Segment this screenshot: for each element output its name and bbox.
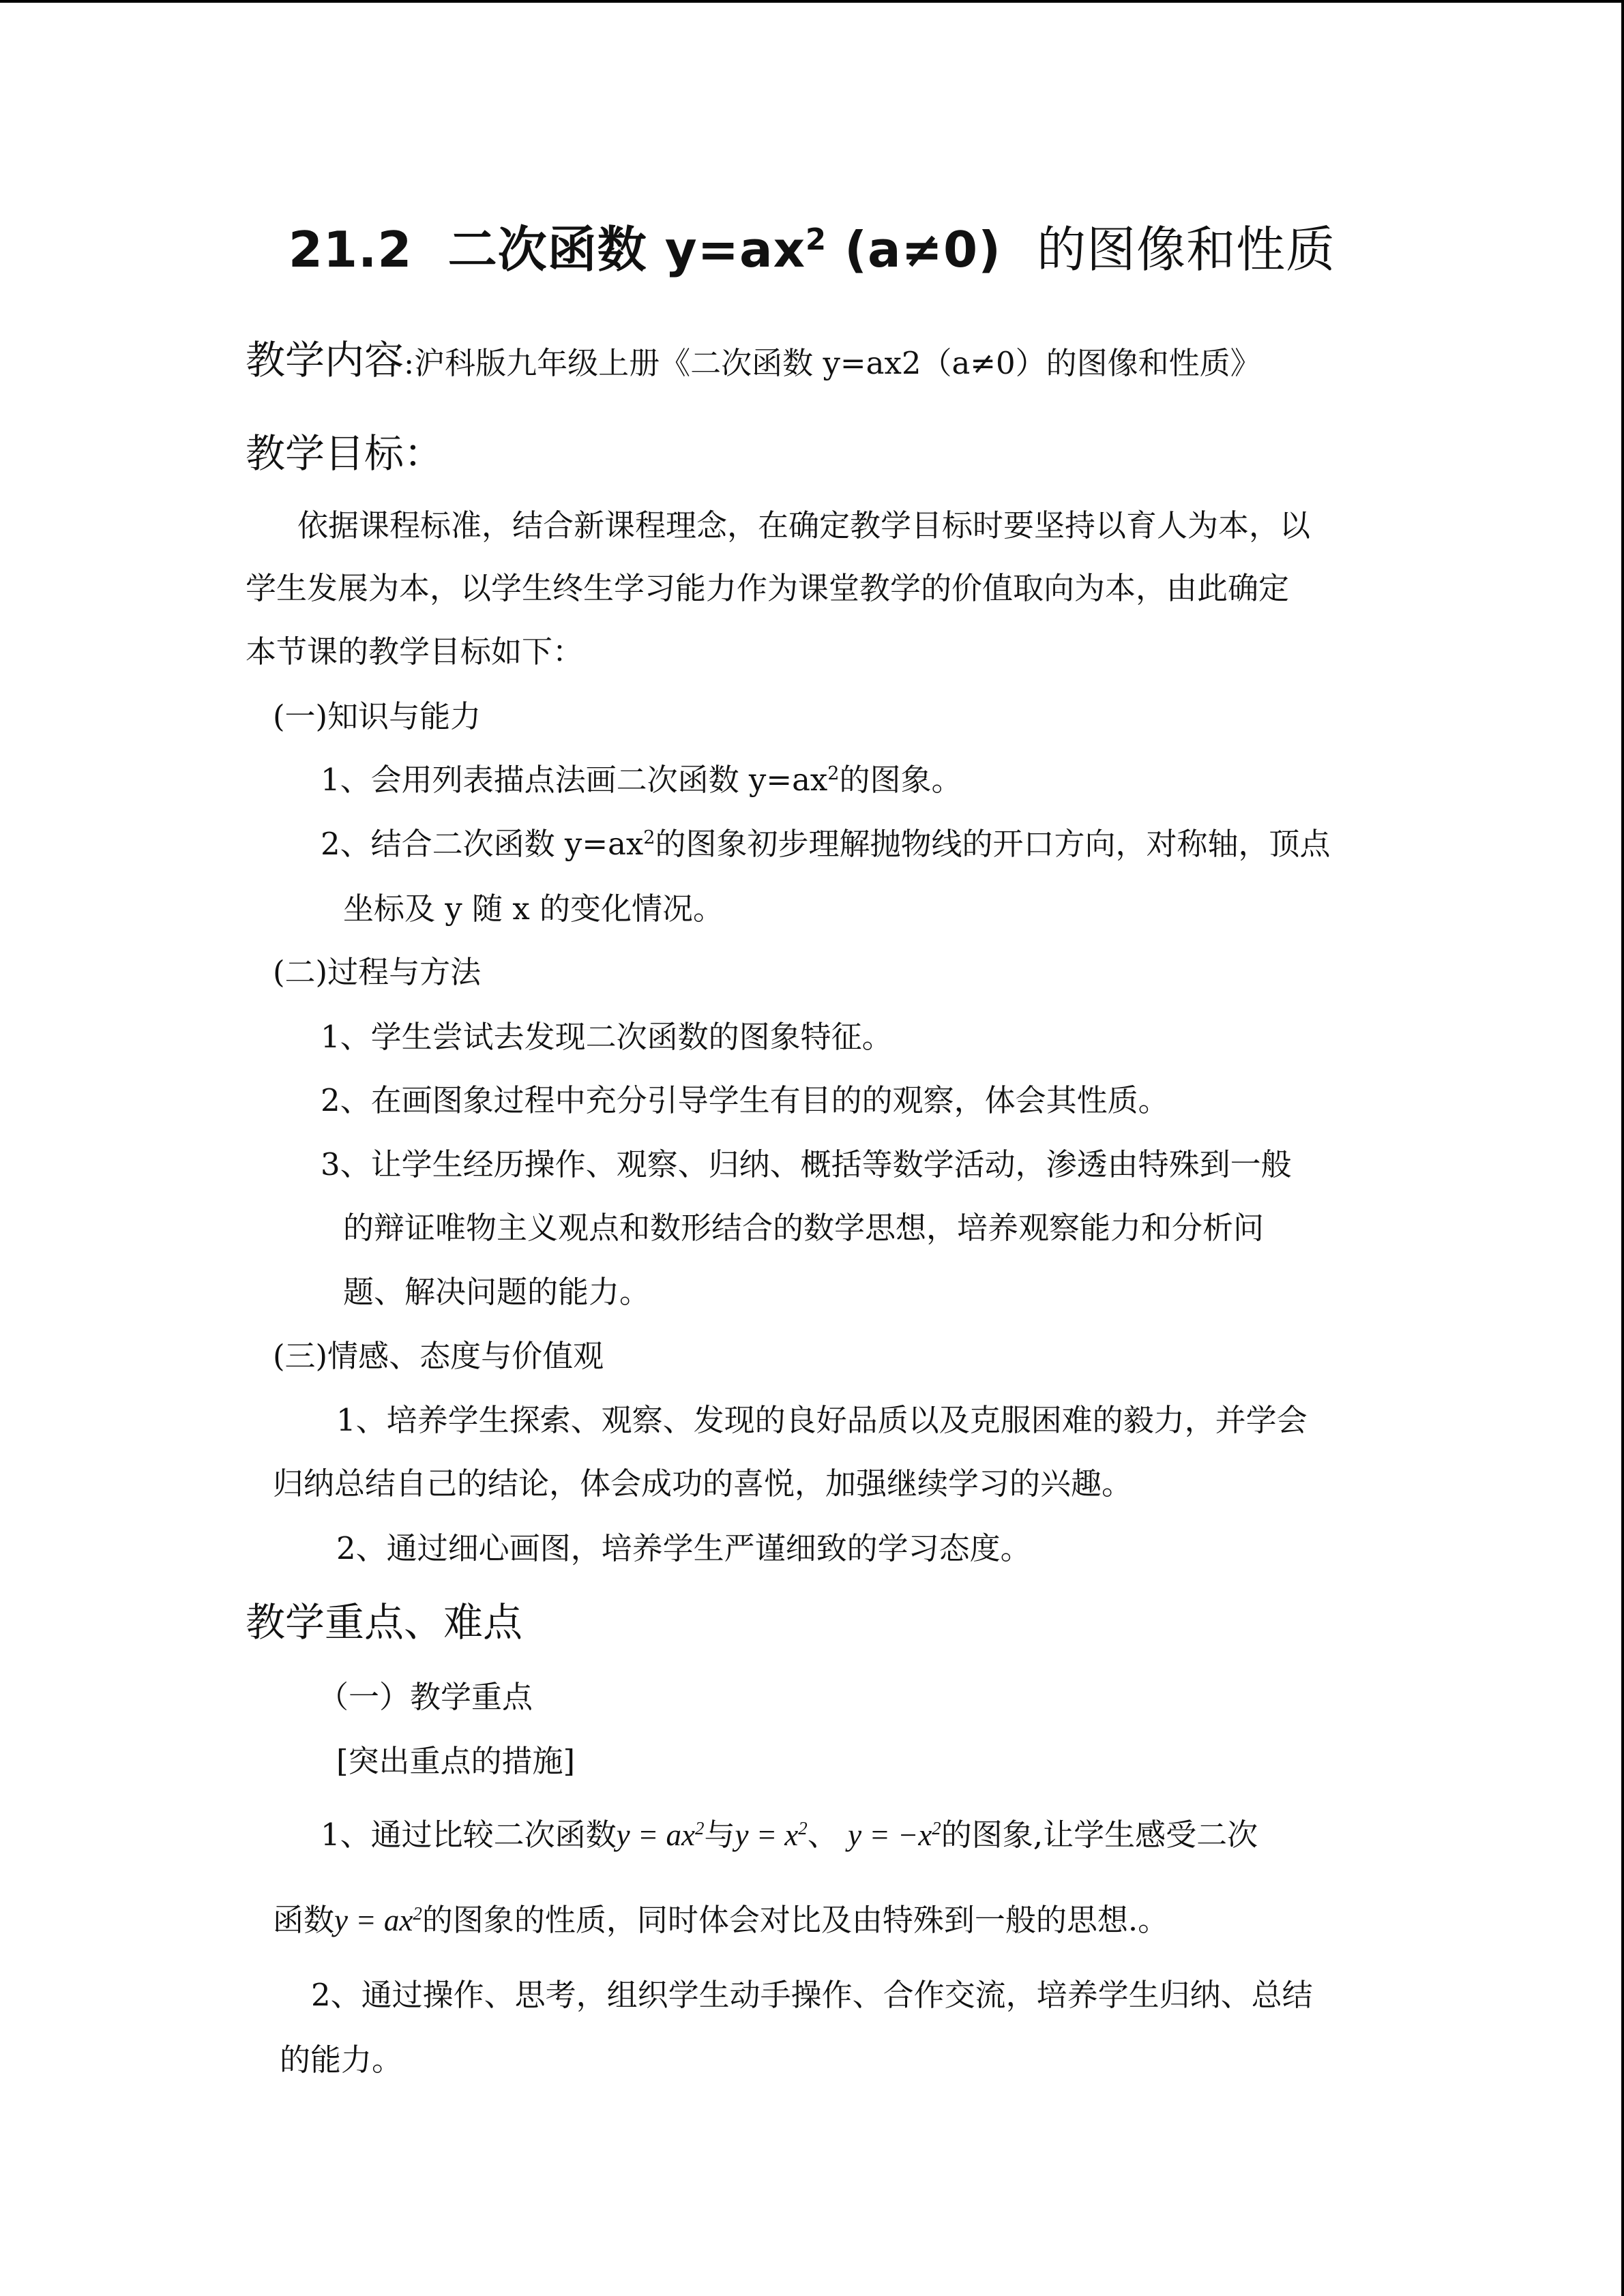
formula-y-x2 <box>735 1818 807 1852</box>
superscript: 2 <box>798 1818 808 1838</box>
formula-y-neg-x2 <box>848 1818 941 1852</box>
title-condition: (a≠0) <box>827 221 1001 278</box>
knowledge-item-1 <box>321 759 962 801</box>
keypoint-text: 1、通过比较二次函数 <box>321 1817 617 1853</box>
superscript: 2 <box>694 1818 705 1838</box>
process-item-1: 1、学生尝试去发现二次函数的图象特征。 <box>321 1019 893 1055</box>
keypoint-paragraph-2-line-1: 2、通过操作、思考，组织学生动手操作、合作交流，培养学生归纳、总结 <box>311 1977 1313 2013</box>
formula-text: y = −x <box>848 1818 932 1852</box>
formula-text: y = ax <box>616 1818 695 1852</box>
process-heading: (二)过程与方法 <box>273 954 482 990</box>
page-border-top <box>0 0 1624 3</box>
keypoint-paragraph-1-continued <box>273 1899 1168 1941</box>
knowledge-item-2-text: 2、结合二次函数 y=ax <box>321 826 644 862</box>
title-superscript: 2 <box>806 223 827 257</box>
title-suffix: 的图像和性质 <box>1037 221 1336 278</box>
measures-label: [突出重点的措施] <box>336 1743 576 1779</box>
process-item-3-line-3: 题、解决问题的能力。 <box>343 1274 651 1310</box>
knowledge-item-2-tail: 的图象初步理解抛物线的开口方向，对称轴，顶点 <box>655 826 1331 862</box>
keypoint-text: 函数 <box>273 1902 335 1938</box>
content-label: 教学内容 <box>246 337 404 383</box>
superscript: 2 <box>413 1903 422 1924</box>
formula-text: y = x <box>735 1818 799 1852</box>
intro-line-3: 本节课的教学目标如下： <box>246 633 584 670</box>
keypoint-paragraph-1 <box>321 1814 1258 1856</box>
superscript: 2 <box>827 763 840 784</box>
superscript: 2 <box>932 1818 941 1838</box>
keypoint-text: 的图象,让学生感受二次 <box>941 1817 1258 1853</box>
objectives-heading: 教学目标： <box>246 430 444 477</box>
keypoint-paragraph-2-line-2: 的能力。 <box>280 2042 403 2078</box>
emotion-heading: (三)情感、态度与价值观 <box>273 1338 604 1374</box>
content-value: :沪科版九年级上册《二次函数 y=ax2（a≠0）的图像和性质》 <box>404 345 1261 381</box>
title-number: 21.2 <box>288 221 413 278</box>
emotion-item-2: 2、通过细心画图，培养学生严谨细致的学习态度。 <box>336 1530 1031 1566</box>
title-main-text: 二次函数 y=ax <box>447 221 806 278</box>
knowledge-item-1-text: 1、会用列表描点法画二次函数 y=ax <box>321 762 828 798</box>
intro-line-2: 学生发展为本，以学生终生学习能力作为课堂教学的价值取向为本，由此确定 <box>246 570 1290 606</box>
keypoint-text: 的图象的性质，同时体会对比及由特殊到一般的思想.。 <box>422 1902 1169 1938</box>
formula-y-ax2 <box>334 1903 422 1937</box>
knowledge-item-2 <box>321 823 1330 865</box>
keypoints-sub-heading: （一）教学重点 <box>318 1679 533 1715</box>
knowledge-item-1-tail: 的图象。 <box>839 762 962 798</box>
formula-text: y = ax <box>334 1903 413 1937</box>
process-item-3-line-1: 3、让学生经历操作、观察、归纳、概括等数学活动，渗透由特殊到一般 <box>321 1146 1292 1182</box>
emotion-item-1-line-2: 归纳总结自己的结论，体会成功的喜悦，加强继续学习的兴趣。 <box>273 1465 1133 1502</box>
content-line <box>246 333 1261 387</box>
page-title <box>0 215 1624 284</box>
keypoints-heading: 教学重点、难点 <box>246 1599 523 1645</box>
page-border-right <box>1621 0 1624 2296</box>
keypoint-text: 、 <box>807 1817 838 1853</box>
process-item-3-line-2: 的辩证唯物主义观点和数形结合的数学思想，培养观察能力和分析问 <box>343 1210 1265 1246</box>
superscript: 2 <box>643 827 655 848</box>
keypoint-text: 与 <box>704 1817 735 1853</box>
process-item-2: 2、在画图象过程中充分引导学生有目的的观察，体会其性质。 <box>321 1082 1169 1118</box>
intro-line-1: 依据课程标准，结合新课程理念，在确定教学目标时要坚持以育人为本，以 <box>297 507 1311 543</box>
knowledge-heading: (一)知识与能力 <box>273 698 482 734</box>
title-main <box>448 221 1001 278</box>
emotion-item-1-line-1: 1、培养学生探索、观察、发现的良好品质以及克服困难的毅力，并学会 <box>336 1402 1308 1438</box>
formula-y-ax2 <box>617 1818 705 1852</box>
knowledge-item-2-continued: 坐标及 y 随 x 的变化情况。 <box>343 891 724 927</box>
